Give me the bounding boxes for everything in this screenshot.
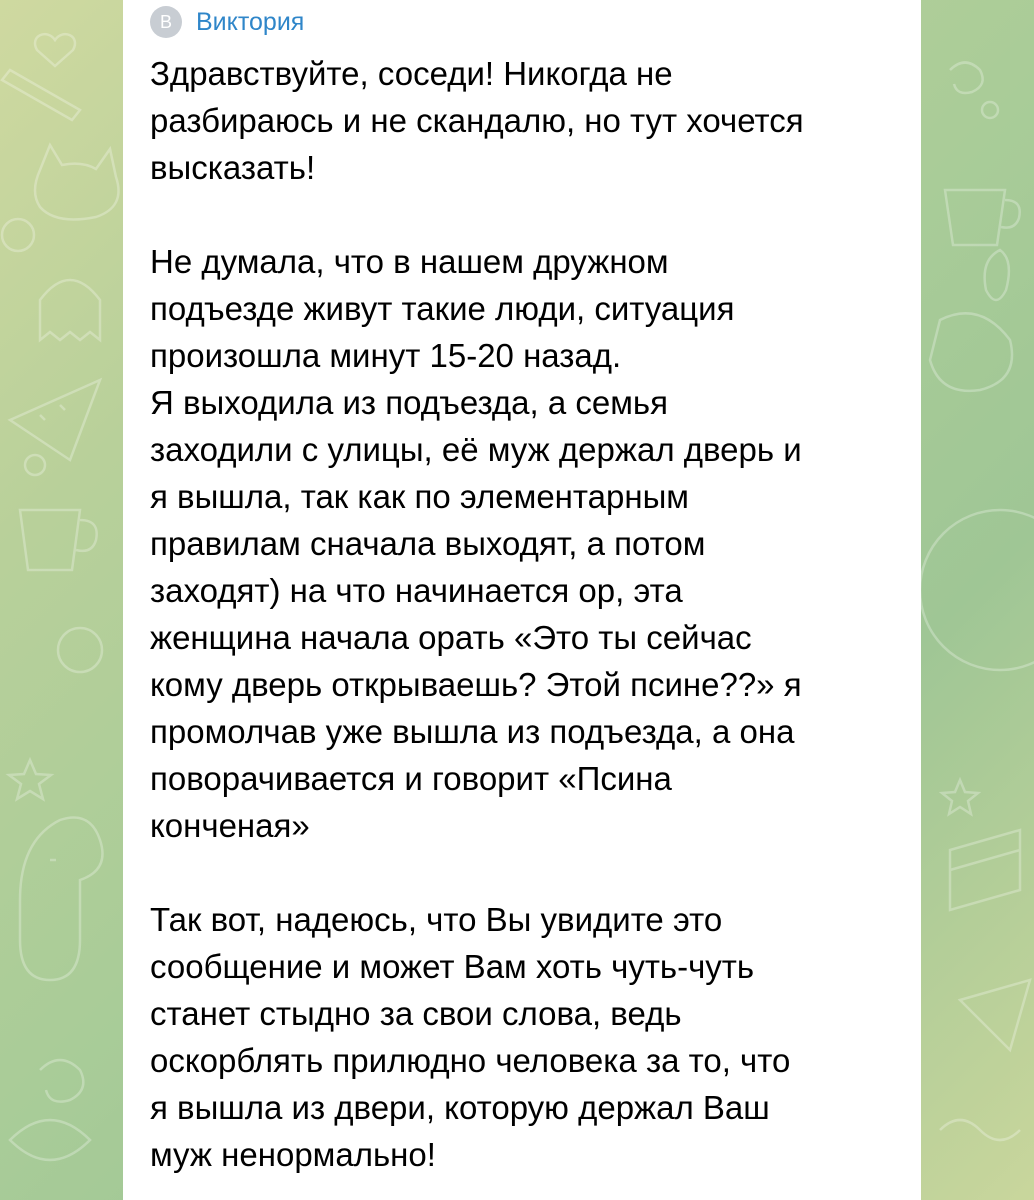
planet-icon: [930, 313, 1012, 391]
circle-icon: [982, 102, 998, 118]
pencil-icon: [2, 70, 80, 120]
cake-icon: [950, 830, 1020, 910]
message-header: [150, 4, 921, 40]
pizza-icon: [10, 380, 100, 460]
message-line: кому дверь открываешь? Этой псине??» я: [150, 666, 802, 703]
cat-icon: [35, 145, 119, 219]
message-line: разбираюсь и не скандалю, но тут хочется: [150, 102, 804, 139]
message-line: заходили с улицы, её муж держал дверь и: [150, 431, 802, 468]
message-line: муж ненормально!: [150, 1136, 436, 1173]
cup-icon: [945, 190, 1020, 245]
ball-icon: [920, 510, 1034, 670]
message-line: оскорблять прилюдно человека за то, что: [150, 1042, 791, 1079]
message-line: произошла минут 15-20 назад.: [150, 337, 622, 374]
planet-icon: [58, 628, 102, 672]
leaf-icon: [10, 1120, 90, 1160]
message-line: высказать!: [150, 149, 316, 186]
message-line: сообщение и может Вам хоть чуть-чуть: [150, 948, 755, 985]
dinosaur-icon: [20, 818, 103, 981]
message-line: поворачивается и говорит «Псина: [150, 760, 672, 797]
cup-icon: [20, 510, 97, 570]
message-line: подъезде живут такие люди, ситуация: [150, 290, 735, 327]
message-line: конченая»: [150, 807, 310, 844]
message-line: я вышла из двери, которую держал Ваш: [150, 1089, 770, 1126]
message-line: заходят) на что начинается ор, эта: [150, 572, 683, 609]
message-blank-line: [150, 191, 910, 238]
message-line: Не думала, что в нашем дружном: [150, 243, 669, 280]
ghost-icon: [40, 280, 100, 340]
spiral-icon: [950, 63, 983, 94]
message-line: Здравствуйте, соседи! Никогда не: [150, 55, 673, 92]
star-icon: [9, 760, 51, 799]
message-line: станет стыдно за свои слова, ведь: [150, 995, 682, 1032]
sender-name[interactable]: Виктория: [196, 7, 305, 36]
pizza-icon: [960, 980, 1030, 1050]
star-icon: [942, 780, 978, 814]
message-line: Я выходила из подъезда, а семья: [150, 384, 668, 421]
message-line: правилам сначала выходят, а потом: [150, 525, 706, 562]
strawberry-icon: [985, 250, 1009, 300]
message-line: Так вот, надеюсь, что Вы увидите это: [150, 901, 723, 938]
bubble-icon: [2, 219, 34, 251]
spiral-icon: [40, 1060, 83, 1102]
wave-icon: [940, 1120, 1020, 1140]
message-line: я вышла, так как по элементарным: [150, 478, 689, 515]
message-blank-line: [150, 849, 910, 896]
message-text: [150, 50, 910, 1178]
sender-avatar[interactable]: В: [150, 6, 182, 38]
message-line: промолчав уже вышла из подъезда, а она: [150, 713, 795, 750]
message-line: женщина начала орать «Это ты сейчас: [150, 619, 752, 656]
message-bubble[interactable]: [123, 0, 921, 1200]
heart-icon: [35, 34, 75, 66]
cherry-icon: [25, 455, 45, 475]
